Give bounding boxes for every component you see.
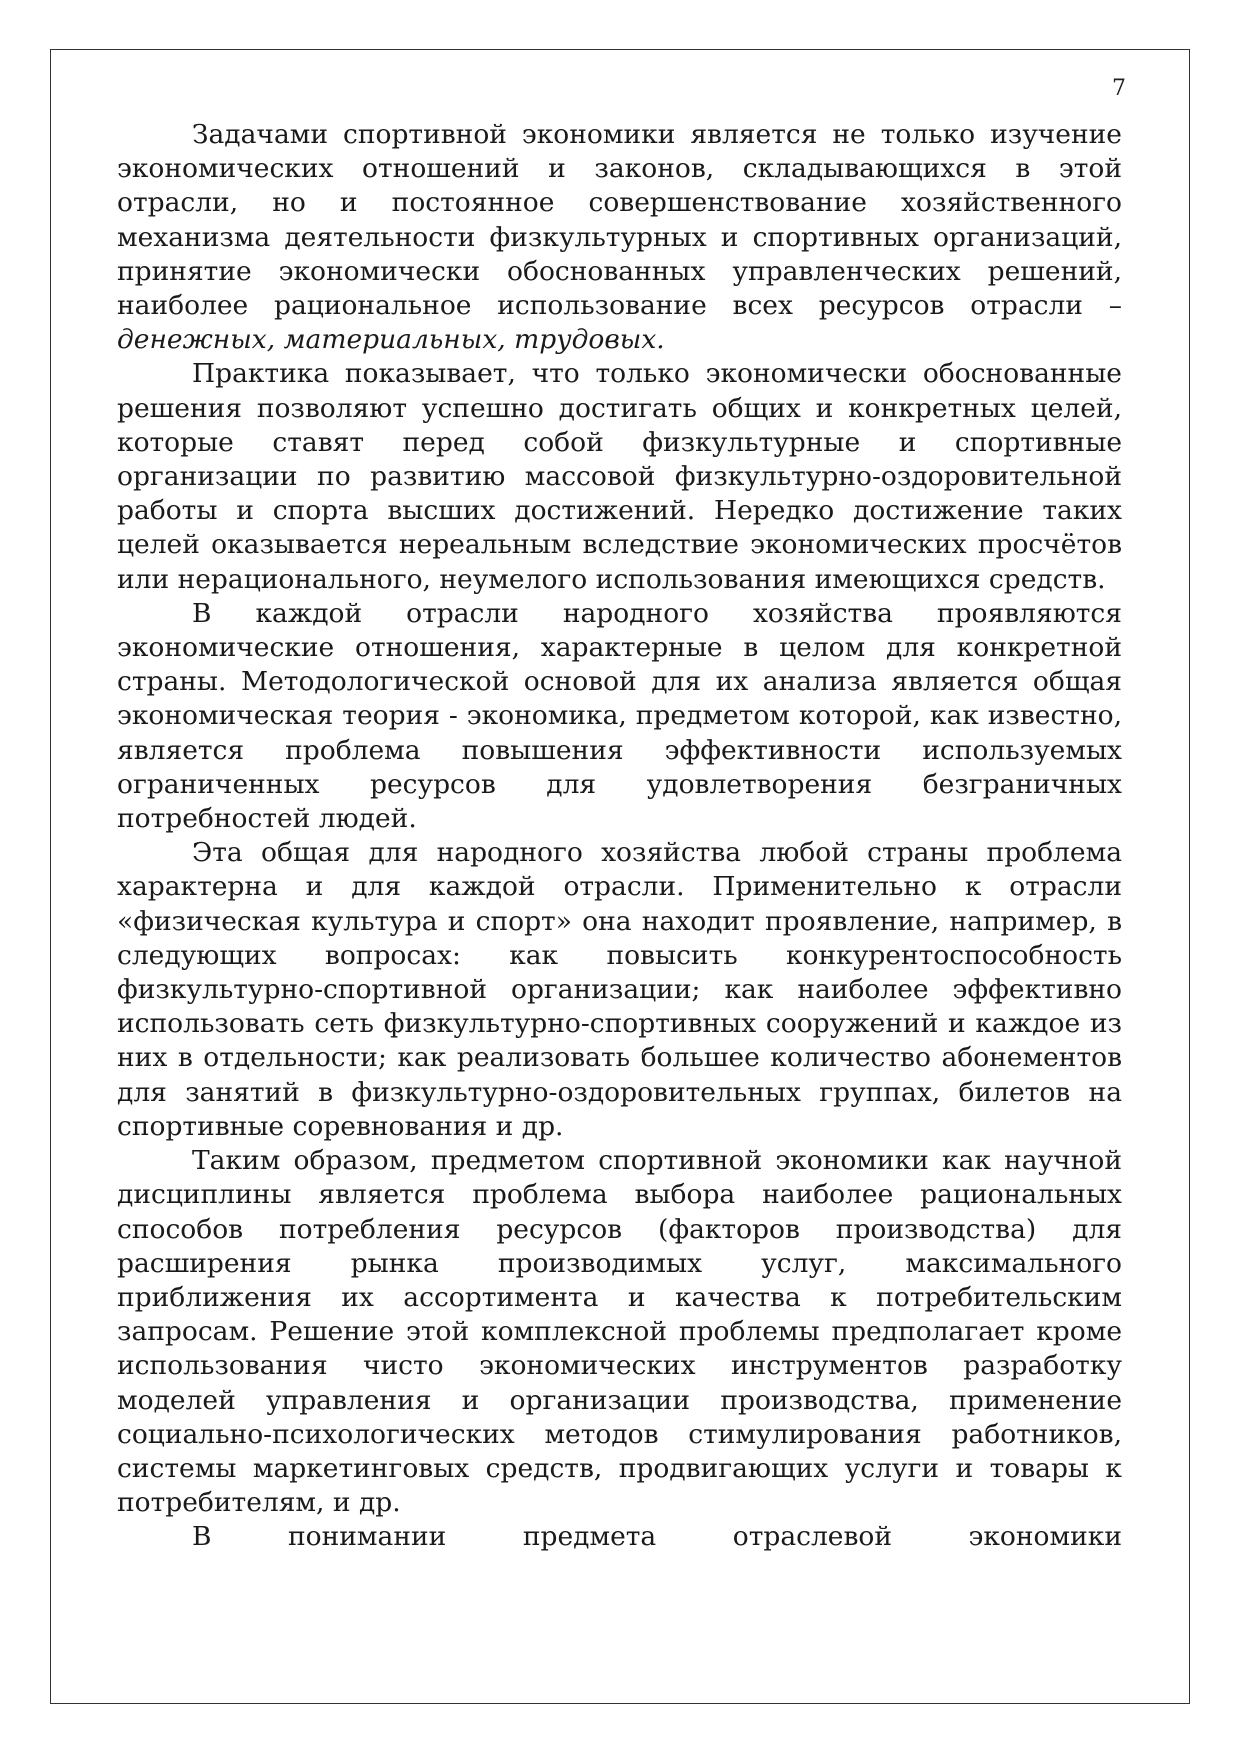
paragraph-6: В понимании предмета отраслевой экономики bbox=[192, 1521, 1122, 1553]
paragraph-1-text: Задачами спортивной экономики является не только изучение экономических отношений и законов, складывающихся в этой отрасли, но и постоянное совершенствование хозяйственного механизма деятельности физкультурных и спортивных организаций, принятие экономически обоснованных управленческих решений, наиболее рациональное использование всех ресурсов отрасли – bbox=[117, 119, 1122, 322]
page-number: 7 bbox=[1112, 76, 1126, 101]
document-body bbox=[117, 118, 1122, 1555]
paragraph-1-italic-text: денежных, материальных, трудовых. bbox=[117, 324, 665, 356]
paragraph-4: Эта общая для народного хозяйства любой страны проблема характерна и для каждой отрасли. Применительно к отрасли «физическая культура и спорт» она находит проявление, например, в следующих вопросах: как повысить конкурентоспособность физкультурно-спортивной организации; как наиболее эффективно использовать сеть физкультурно-спортивных сооружений и каждое из них в отдельности; как реализовать большее количество абонементов для занятий в физкультурно-оздоровительных группах, билетов на спортивные соревнования и др. bbox=[117, 837, 1122, 1142]
paragraph-2: Практика показывает, что только экономически обоснованные решения позволяют успешно достигать общих и конкретных целей, которые ставят перед собой физкультурные и спортивные организации по развитию массовой физкультурно-оздоровительной работы и спорта высших достижений. Нередко достижение таких целей оказывается нереальным вследствие экономических просчётов или нерационального, неумелого использования имеющихся средств. bbox=[117, 358, 1122, 595]
paragraph-1 bbox=[117, 118, 1122, 357]
paragraph-3: В каждой отрасли народного хозяйства проявляются экономические отношения, характерные в целом для конкретной страны. Методологической основой для их анализа является общая экономическая теория - экономика, предметом которой, как известно, является проблема повышения эффективности используемых ограниченных ресурсов для удовлетворения безграничных потребностей людей. bbox=[117, 597, 1122, 835]
paragraph-5: Таким образом, предметом спортивной экономики как научной дисциплины является проблема выбора наиболее рациональных способов потребления ресурсов (факторов производства) для расширения рынка производимых услуг, максимального приближения их ассортимента и качества к потребительским запросам. Решение этой комплексной проблемы предполагает кроме использования чисто экономических инструментов разработку моделей управления и организации производства, применение социально-психологических методов стимулирования работников, системы маркетинговых средств, продвигающих услуги и товары к потребителям, и др. bbox=[117, 1145, 1122, 1519]
